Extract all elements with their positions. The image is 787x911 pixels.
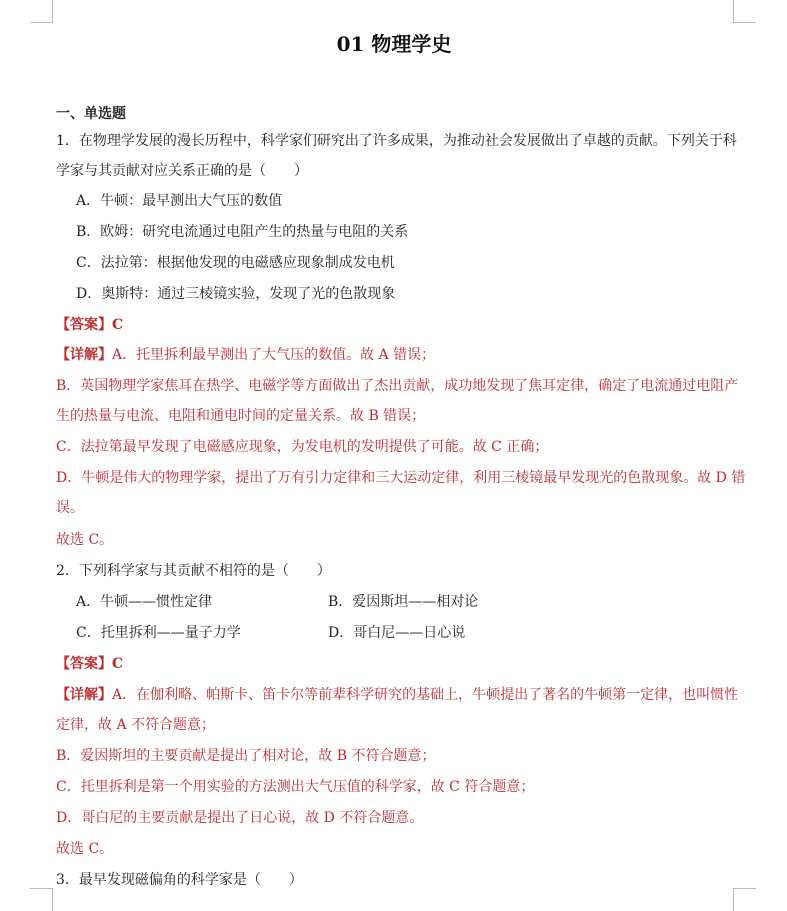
page-corner-mark	[733, 888, 756, 911]
q2-option-c: C．托里拆利——量子力学	[76, 625, 241, 641]
q2-option-d: D．哥白尼——日心说	[328, 625, 466, 641]
page-corner-mark	[733, 0, 756, 23]
q1-option-b: B．欧姆：研究电流通过电阻产生的热量与电阻的关系	[76, 224, 409, 240]
page-title: 01 物理学史	[336, 32, 452, 56]
q1-detail-line: A．托里拆利最早测出了大气压的数值。故 A 错误；	[112, 347, 436, 363]
q1-detail-line: C．法拉第最早发现了电磁感应现象，为发电机的发明提供了可能。故 C 正确；	[56, 439, 549, 455]
q2-answer: 【答案】C	[56, 656, 124, 672]
q2-detail-tag: 【详解】	[56, 687, 112, 703]
q2-detail-line: D．哥白尼的主要贡献是提出了日心说，故 D 不符合题意。	[56, 810, 424, 826]
q1-conclusion: 故选 C。	[56, 532, 114, 548]
q2-conclusion: 故选 C。	[56, 841, 114, 857]
q1-option-d: D．奥斯特：通过三棱镜实验，发现了光的色散现象	[76, 286, 396, 302]
page-corner-mark	[30, 0, 53, 23]
q1-answer: 【答案】C	[56, 317, 124, 333]
q2-detail-line: C．托里拆利是第一个用实验的方法测出大气压值的科学家，故 C 符合题意；	[56, 779, 535, 795]
q2-option-a: A．牛顿——惯性定律	[76, 594, 213, 610]
q2-detail-first	[56, 685, 738, 705]
q1-detail-tag: 【详解】	[56, 347, 112, 363]
q2-detail-line: 定律，故 A 不符合题意；	[56, 717, 216, 733]
q1-detail-line: D．牛顿是伟大的物理学家，提出了万有引力定律和三大运动定律，利用三棱镜最早发现光的色散现象。故 D 错	[56, 470, 746, 486]
q2-option-b: B．爱因斯坦——相对论	[328, 594, 479, 610]
q1-detail-first	[56, 345, 435, 365]
q1-detail-line: 误。	[56, 500, 84, 516]
q1-detail-line: B．英国物理学家焦耳在热学、电磁学等方面做出了杰出贡献，成功地发现了焦耳定律，确定了电流通过电阻产	[56, 378, 739, 394]
q1-option-c: C．法拉第：根据他发现的电磁感应现象制成发电机	[76, 255, 395, 271]
page-corner-mark	[30, 888, 53, 911]
question-1-text: 1．在物理学发展的漫长历程中，科学家们研究出了许多成果，为推动社会发展做出了卓越的贡献。下列关于科	[56, 133, 737, 149]
section-heading: 一、单选题	[56, 106, 126, 122]
question-3-text: 3．最早发现磁偏角的科学家是（ ）	[56, 872, 303, 888]
q1-detail-line: 生的热量与电流、电阻和通电时间的定量关系。故 B 错误；	[56, 408, 426, 424]
question-2-text: 2．下列科学家与其贡献不相符的是（ ）	[56, 563, 331, 579]
q2-detail-line: B．爱因斯坦的主要贡献是提出了相对论，故 B 不符合题意；	[56, 748, 436, 764]
question-1-text-cont: 学家与其贡献对应关系正确的是（ ）	[56, 163, 308, 179]
q1-option-a: A．牛顿：最早测出大气压的数值	[76, 193, 283, 209]
q2-detail-line: A．在伽利略、帕斯卡、笛卡尔等前辈科学研究的基础上，牛顿提出了著名的牛顿第一定律，也叫惯性	[112, 687, 739, 703]
